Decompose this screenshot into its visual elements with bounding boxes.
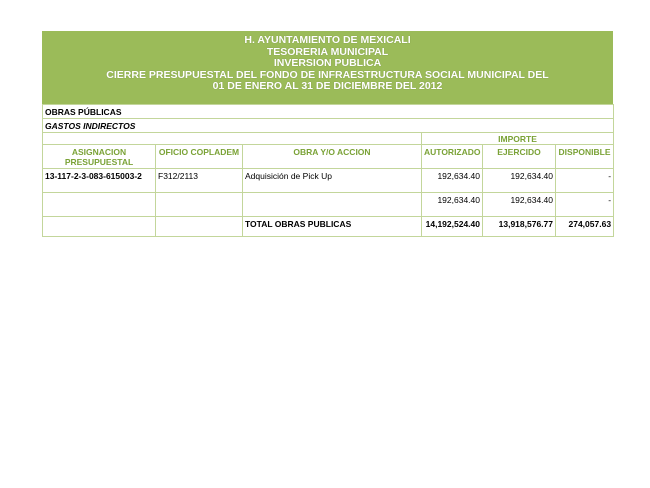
- col-ejercido: EJERCIDO: [483, 145, 556, 169]
- report-header: [42, 31, 613, 104]
- col-asignacion: ASIGNACION PRESUPUESTAL: [43, 145, 156, 169]
- total-autorizado: 14,192,524.40: [422, 217, 483, 237]
- cell-autorizado: 192,634.40: [422, 169, 483, 193]
- importe-header: IMPORTE: [422, 133, 614, 145]
- col-oficio: OFICIO COPLADEM: [156, 145, 243, 169]
- total-label: TOTAL OBRAS PUBLICAS: [243, 217, 422, 237]
- header-line-3: INVERSION PUBLICA: [273, 57, 382, 70]
- subtotal-ejercido: 192,634.40: [483, 193, 556, 217]
- cell-ejercido: 192,634.40: [483, 169, 556, 193]
- header-line-1: H. AYUNTAMIENTO DE MEXICALI: [244, 34, 411, 46]
- importe-header-row: [43, 133, 614, 145]
- col-disponible: DISPONIBLE: [556, 145, 614, 169]
- cell-obra: Adquisición de Pick Up: [243, 169, 422, 193]
- subsection-row: [43, 119, 614, 133]
- total-disponible: 274,057.63: [556, 217, 614, 237]
- subtotal-autorizado: 192,634.40: [422, 193, 483, 217]
- header-line-4: CIERRE PRESUPUESTAL DEL FONDO DE INFRAESTRUCTURA SOCIAL MUNICIPAL DEL: [106, 68, 549, 81]
- section-row: [43, 105, 614, 119]
- cell-asignacion: 13-117-2-3-083-615003-2: [43, 169, 156, 193]
- header-line-2: TESORERIA MUNICIPAL: [266, 45, 389, 58]
- cell-oficio: F312/2113: [156, 169, 243, 193]
- subtotal-disponible: -: [556, 193, 614, 217]
- column-header-row: [43, 145, 614, 169]
- subsection-title: GASTOS INDIRECTOS: [43, 119, 614, 133]
- budget-table: [42, 104, 614, 237]
- total-row: [43, 217, 614, 237]
- total-ejercido: 13,918,576.77: [483, 217, 556, 237]
- header-line-5: 01 DE ENERO AL 31 DE DICIEMBRE DEL 2012: [212, 80, 443, 93]
- section-title: OBRAS PÚBLICAS: [43, 105, 614, 119]
- col-autorizado: AUTORIZADO: [422, 145, 483, 169]
- table-row: [43, 169, 614, 193]
- cell-disponible: -: [556, 169, 614, 193]
- col-obra: OBRA Y/O ACCION: [243, 145, 422, 169]
- subtotal-row: [43, 193, 614, 217]
